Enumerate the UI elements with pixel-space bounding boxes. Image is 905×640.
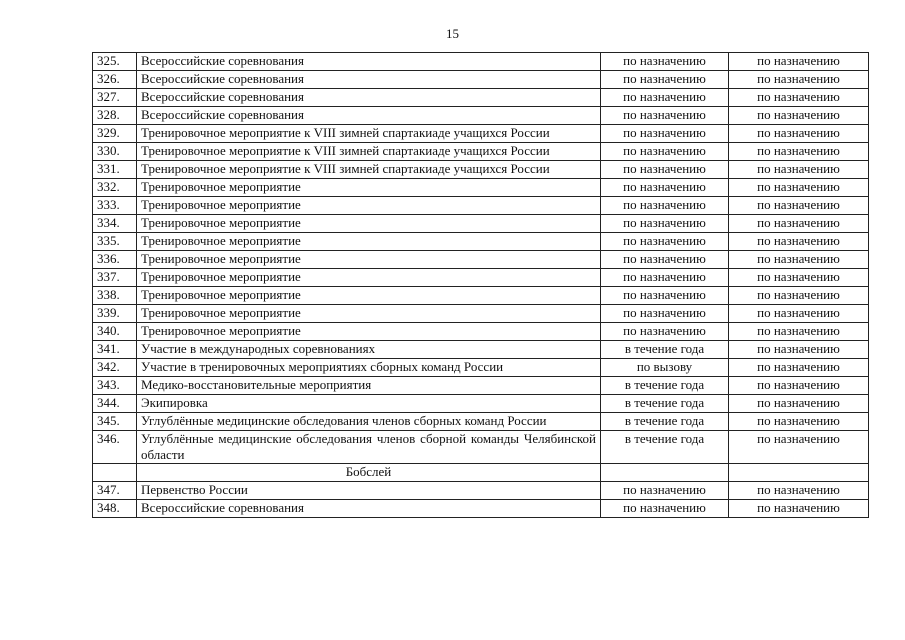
- table-row: [93, 500, 869, 518]
- event-schedule: по назначению: [729, 341, 869, 359]
- row-number: 336.: [93, 251, 137, 269]
- table-row: [93, 71, 869, 89]
- row-number: 334.: [93, 215, 137, 233]
- row-number: 325.: [93, 53, 137, 71]
- event-schedule: по назначению: [729, 233, 869, 251]
- event-timing: по назначению: [601, 269, 729, 287]
- event-schedule: по назначению: [729, 395, 869, 413]
- event-schedule: по назначению: [729, 377, 869, 395]
- event-name: Тренировочное мероприятие: [137, 179, 601, 197]
- event-timing: по назначению: [601, 482, 729, 500]
- table-row: [93, 215, 869, 233]
- table-row: [93, 89, 869, 107]
- row-number: 339.: [93, 305, 137, 323]
- section-row: [93, 464, 869, 482]
- event-name: Тренировочное мероприятие: [137, 287, 601, 305]
- table-row: [93, 125, 869, 143]
- event-schedule: по назначению: [729, 179, 869, 197]
- row-number: 343.: [93, 377, 137, 395]
- event-schedule: по назначению: [729, 287, 869, 305]
- event-timing: по назначению: [601, 107, 729, 125]
- event-timing: в течение года: [601, 377, 729, 395]
- table-row: [93, 431, 869, 464]
- section-empty-cell: [601, 464, 729, 482]
- table-row: [93, 341, 869, 359]
- event-name: Тренировочное мероприятие: [137, 269, 601, 287]
- event-schedule: по назначению: [729, 431, 869, 464]
- row-number: 341.: [93, 341, 137, 359]
- row-number: 347.: [93, 482, 137, 500]
- section-empty-cell: [729, 464, 869, 482]
- table-row: [93, 161, 869, 179]
- table-row: [93, 143, 869, 161]
- event-schedule: по назначению: [729, 71, 869, 89]
- event-schedule: по назначению: [729, 89, 869, 107]
- event-timing: по назначению: [601, 251, 729, 269]
- table-row: [93, 482, 869, 500]
- events-table: [92, 52, 869, 518]
- event-timing: по назначению: [601, 161, 729, 179]
- event-schedule: по назначению: [729, 359, 869, 377]
- row-number: 330.: [93, 143, 137, 161]
- event-schedule: по назначению: [729, 143, 869, 161]
- event-schedule: по назначению: [729, 323, 869, 341]
- event-timing: по назначению: [601, 143, 729, 161]
- event-name: Всероссийские соревнования: [137, 89, 601, 107]
- table-row: [93, 395, 869, 413]
- event-timing: по назначению: [601, 179, 729, 197]
- row-number: 333.: [93, 197, 137, 215]
- event-timing: по вызову: [601, 359, 729, 377]
- event-name: Тренировочное мероприятие к VIII зимней спартакиаде учащихся России: [137, 161, 601, 179]
- event-timing: по назначению: [601, 215, 729, 233]
- event-timing: по назначению: [601, 125, 729, 143]
- event-schedule: по назначению: [729, 269, 869, 287]
- event-timing: по назначению: [601, 287, 729, 305]
- event-name: Экипировка: [137, 395, 601, 413]
- event-schedule: по назначению: [729, 53, 869, 71]
- event-name: Участие в международных соревнованиях: [137, 341, 601, 359]
- event-schedule: по назначению: [729, 215, 869, 233]
- row-number: 345.: [93, 413, 137, 431]
- event-timing: по назначению: [601, 233, 729, 251]
- row-number: 335.: [93, 233, 137, 251]
- row-number: 338.: [93, 287, 137, 305]
- event-name: Тренировочное мероприятие к VIII зимней спартакиаде учащихся России: [137, 125, 601, 143]
- event-name: Тренировочное мероприятие: [137, 323, 601, 341]
- table-row: [93, 377, 869, 395]
- event-name: Всероссийские соревнования: [137, 71, 601, 89]
- row-number: 331.: [93, 161, 137, 179]
- event-timing: в течение года: [601, 395, 729, 413]
- event-timing: по назначению: [601, 53, 729, 71]
- event-name: Всероссийские соревнования: [137, 107, 601, 125]
- event-timing: в течение года: [601, 341, 729, 359]
- event-schedule: по назначению: [729, 413, 869, 431]
- table-row: [93, 323, 869, 341]
- row-number: 327.: [93, 89, 137, 107]
- table-row: [93, 197, 869, 215]
- table-row: [93, 107, 869, 125]
- table-row: [93, 269, 869, 287]
- event-name: Тренировочное мероприятие: [137, 197, 601, 215]
- event-name: Тренировочное мероприятие: [137, 215, 601, 233]
- event-name: Тренировочное мероприятие: [137, 251, 601, 269]
- row-number: 340.: [93, 323, 137, 341]
- event-name: Углублённые медицинские обследования членов сборных команд России: [137, 413, 601, 431]
- row-number: 326.: [93, 71, 137, 89]
- event-timing: по назначению: [601, 500, 729, 518]
- event-timing: по назначению: [601, 89, 729, 107]
- section-empty-cell: [93, 464, 137, 482]
- row-number: 342.: [93, 359, 137, 377]
- event-name: Тренировочное мероприятие: [137, 233, 601, 251]
- event-name: Всероссийские соревнования: [137, 53, 601, 71]
- event-name: Медико-восстановительные мероприятия: [137, 377, 601, 395]
- table-row: [93, 413, 869, 431]
- events-table-body: [93, 53, 869, 518]
- table-row: [93, 233, 869, 251]
- event-timing: по назначению: [601, 71, 729, 89]
- table-row: [93, 359, 869, 377]
- event-name: Углублённые медицинские обследования членов сборной команды Челябинской области: [137, 431, 601, 464]
- event-timing: по назначению: [601, 197, 729, 215]
- row-number: 346.: [93, 431, 137, 464]
- event-schedule: по назначению: [729, 125, 869, 143]
- event-schedule: по назначению: [729, 107, 869, 125]
- table-row: [93, 179, 869, 197]
- event-schedule: по назначению: [729, 482, 869, 500]
- event-name: Первенство России: [137, 482, 601, 500]
- row-number: 332.: [93, 179, 137, 197]
- section-title: Бобслей: [137, 464, 601, 482]
- page-number: 15: [446, 26, 459, 41]
- event-timing: в течение года: [601, 431, 729, 464]
- event-schedule: по назначению: [729, 500, 869, 518]
- event-schedule: по назначению: [729, 251, 869, 269]
- table-row: [93, 251, 869, 269]
- row-number: 328.: [93, 107, 137, 125]
- event-name: Участие в тренировочных мероприятиях сборных команд России: [137, 359, 601, 377]
- event-timing: по назначению: [601, 305, 729, 323]
- table-row: [93, 53, 869, 71]
- table-row: [93, 305, 869, 323]
- event-timing: в течение года: [601, 413, 729, 431]
- event-timing: по назначению: [601, 323, 729, 341]
- row-number: 348.: [93, 500, 137, 518]
- event-name: Тренировочное мероприятие к VIII зимней спартакиаде учащихся России: [137, 143, 601, 161]
- event-name: Всероссийские соревнования: [137, 500, 601, 518]
- row-number: 329.: [93, 125, 137, 143]
- table-row: [93, 287, 869, 305]
- event-schedule: по назначению: [729, 161, 869, 179]
- row-number: 337.: [93, 269, 137, 287]
- event-schedule: по назначению: [729, 305, 869, 323]
- event-name: Тренировочное мероприятие: [137, 305, 601, 323]
- event-schedule: по назначению: [729, 197, 869, 215]
- row-number: 344.: [93, 395, 137, 413]
